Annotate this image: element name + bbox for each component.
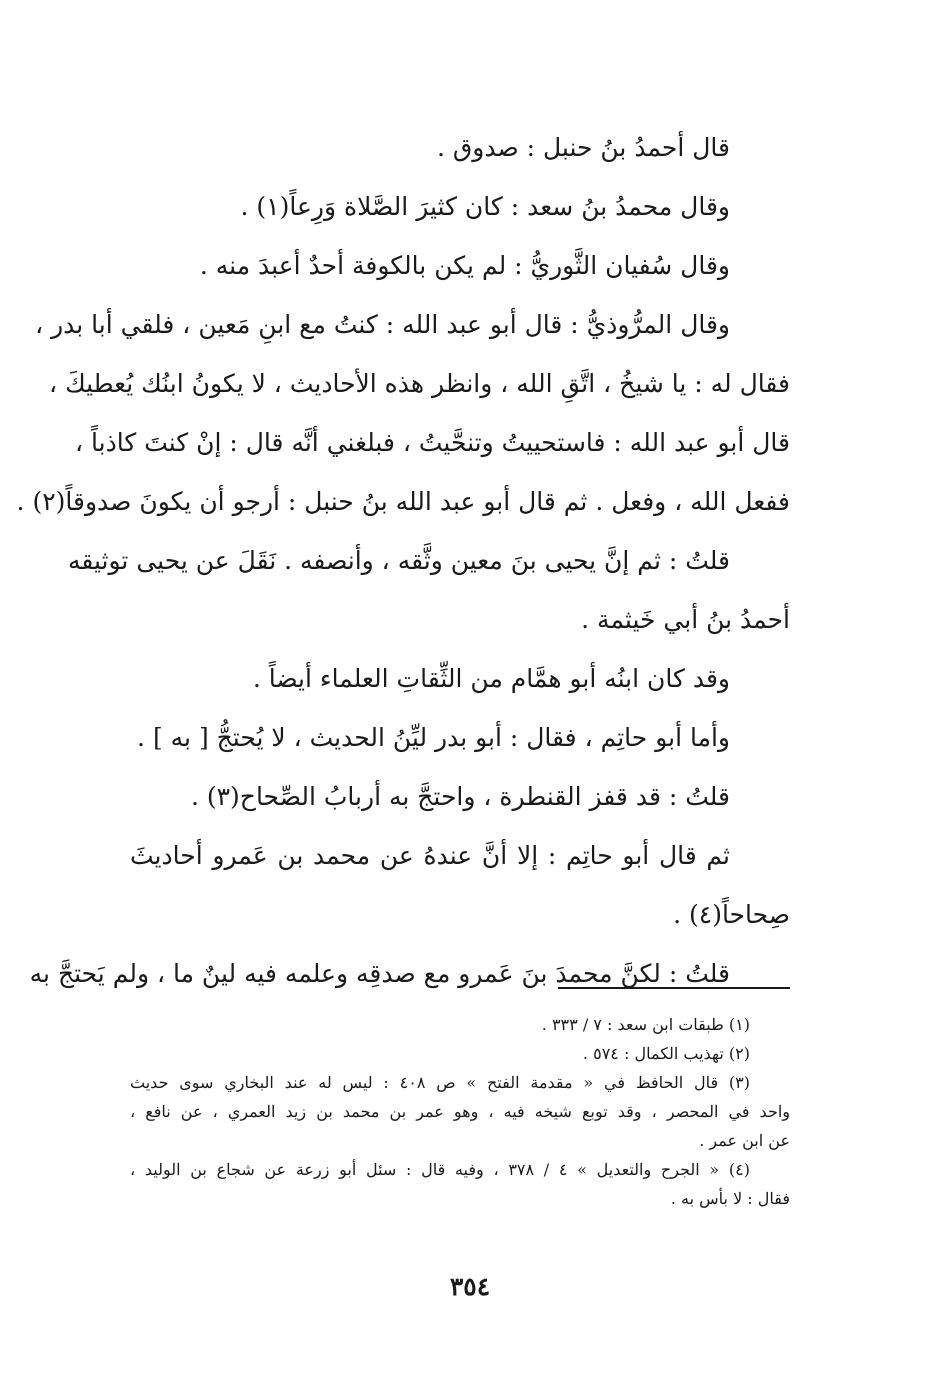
text-line: قلتُ : لكنَّ محمدَ بنَ عَمرو مع صدقِه وعلمه فيه لينٌ ما ، ولم يَحتجَّ به (29, 959, 730, 988)
text-line: فقال له : يا شيخُ ، اتَّقِ الله ، وانظر هذه الأحاديث ، لا يكونُ ابنُك يُعطيكَ ، (49, 369, 790, 398)
footnote-separator (558, 987, 790, 989)
main-text (16, 118, 790, 1003)
footnote-line: (٤) « الجرح والتعديل » ٤ / ٣٧٨ ، وفيه قال : سئل أبو زرعة عن شجاع بن الوليد ، (130, 1160, 751, 1179)
text-line: صِحاحاً(٤) . (673, 900, 790, 929)
text-line: ثم قال أبو حاتِم : إلا أنَّ عندهُ عن محمد بن عَمرو أحاديثَ (130, 841, 730, 870)
text-line: قال أبو عبد الله : فاستحييتُ وتنحَّيتُ ، فبلغني أنَّه قال : إنْ كنتَ كاذباً ، (75, 428, 790, 457)
footnote-line: فقال : لا بأس به . (670, 1189, 790, 1208)
page-number: ٣٥٤ (449, 1272, 491, 1301)
text-line: وأما أبو حاتِم ، فقال : أبو بدر ليِّنُ الحديث ، لا يُحتجُّ [ به ] . (137, 723, 730, 752)
text-line: وقد كان ابنُه أبو همَّام من الثِّقاتِ العلماء أيضاً . (252, 664, 730, 693)
footnote-line: (٢) تهذيب الكمال : ٥٧٤ . (582, 1044, 750, 1063)
text-line: ففعل الله ، وفعل . ثم قال أبو عبد الله بنُ حنبل : أرجو أن يكونَ صدوقاً(٢) . (16, 487, 790, 516)
text-line: قلتُ : ثم إنَّ يحيى بنَ معين وثَّقه ، وأنصفه . نَقَلَ عن يحيى توثيقه (67, 546, 730, 575)
text-line: وقال المرُّوذيُّ : قال أبو عبد الله : كنتُ مع ابنِ مَعين ، فلقي أبا بدر ، (35, 310, 730, 339)
footnote-line: (٣) قال الحافظ في « مقدمة الفتح » ص ٤٠٨ : ليس له عند البخاري سوى حديث (130, 1073, 750, 1092)
text-line: أحمدُ بنُ أبي خَيثمة . (581, 605, 790, 634)
footnotes (130, 1010, 790, 1213)
text-line: وقال سُفيان الثَّوريُّ : لم يكن بالكوفة أحدٌ أعبدَ منه . (199, 251, 730, 280)
text-line: قلتُ : قد قفز القنطرة ، واحتجَّ به أربابُ الصِّحاح(٣) . (190, 782, 730, 811)
text-line: وقال محمدُ بنُ سعد : كان كثيرَ الصَّلاة وَرِعاً(١) . (240, 192, 730, 221)
footnote-line: واحد في المحصر ، وقد توبع شيخه فيه ، وهو عمر بن محمد بن زيد العمري ، عن نافع ، (130, 1102, 790, 1121)
footnote-line: (١) طبقات ابن سعد : ٧ / ٣٣٣ . (541, 1015, 750, 1034)
text-line: قال أحمدُ بنُ حنبل : صدوق . (436, 133, 730, 162)
footnote-line: عن ابن عمر . (699, 1131, 790, 1150)
